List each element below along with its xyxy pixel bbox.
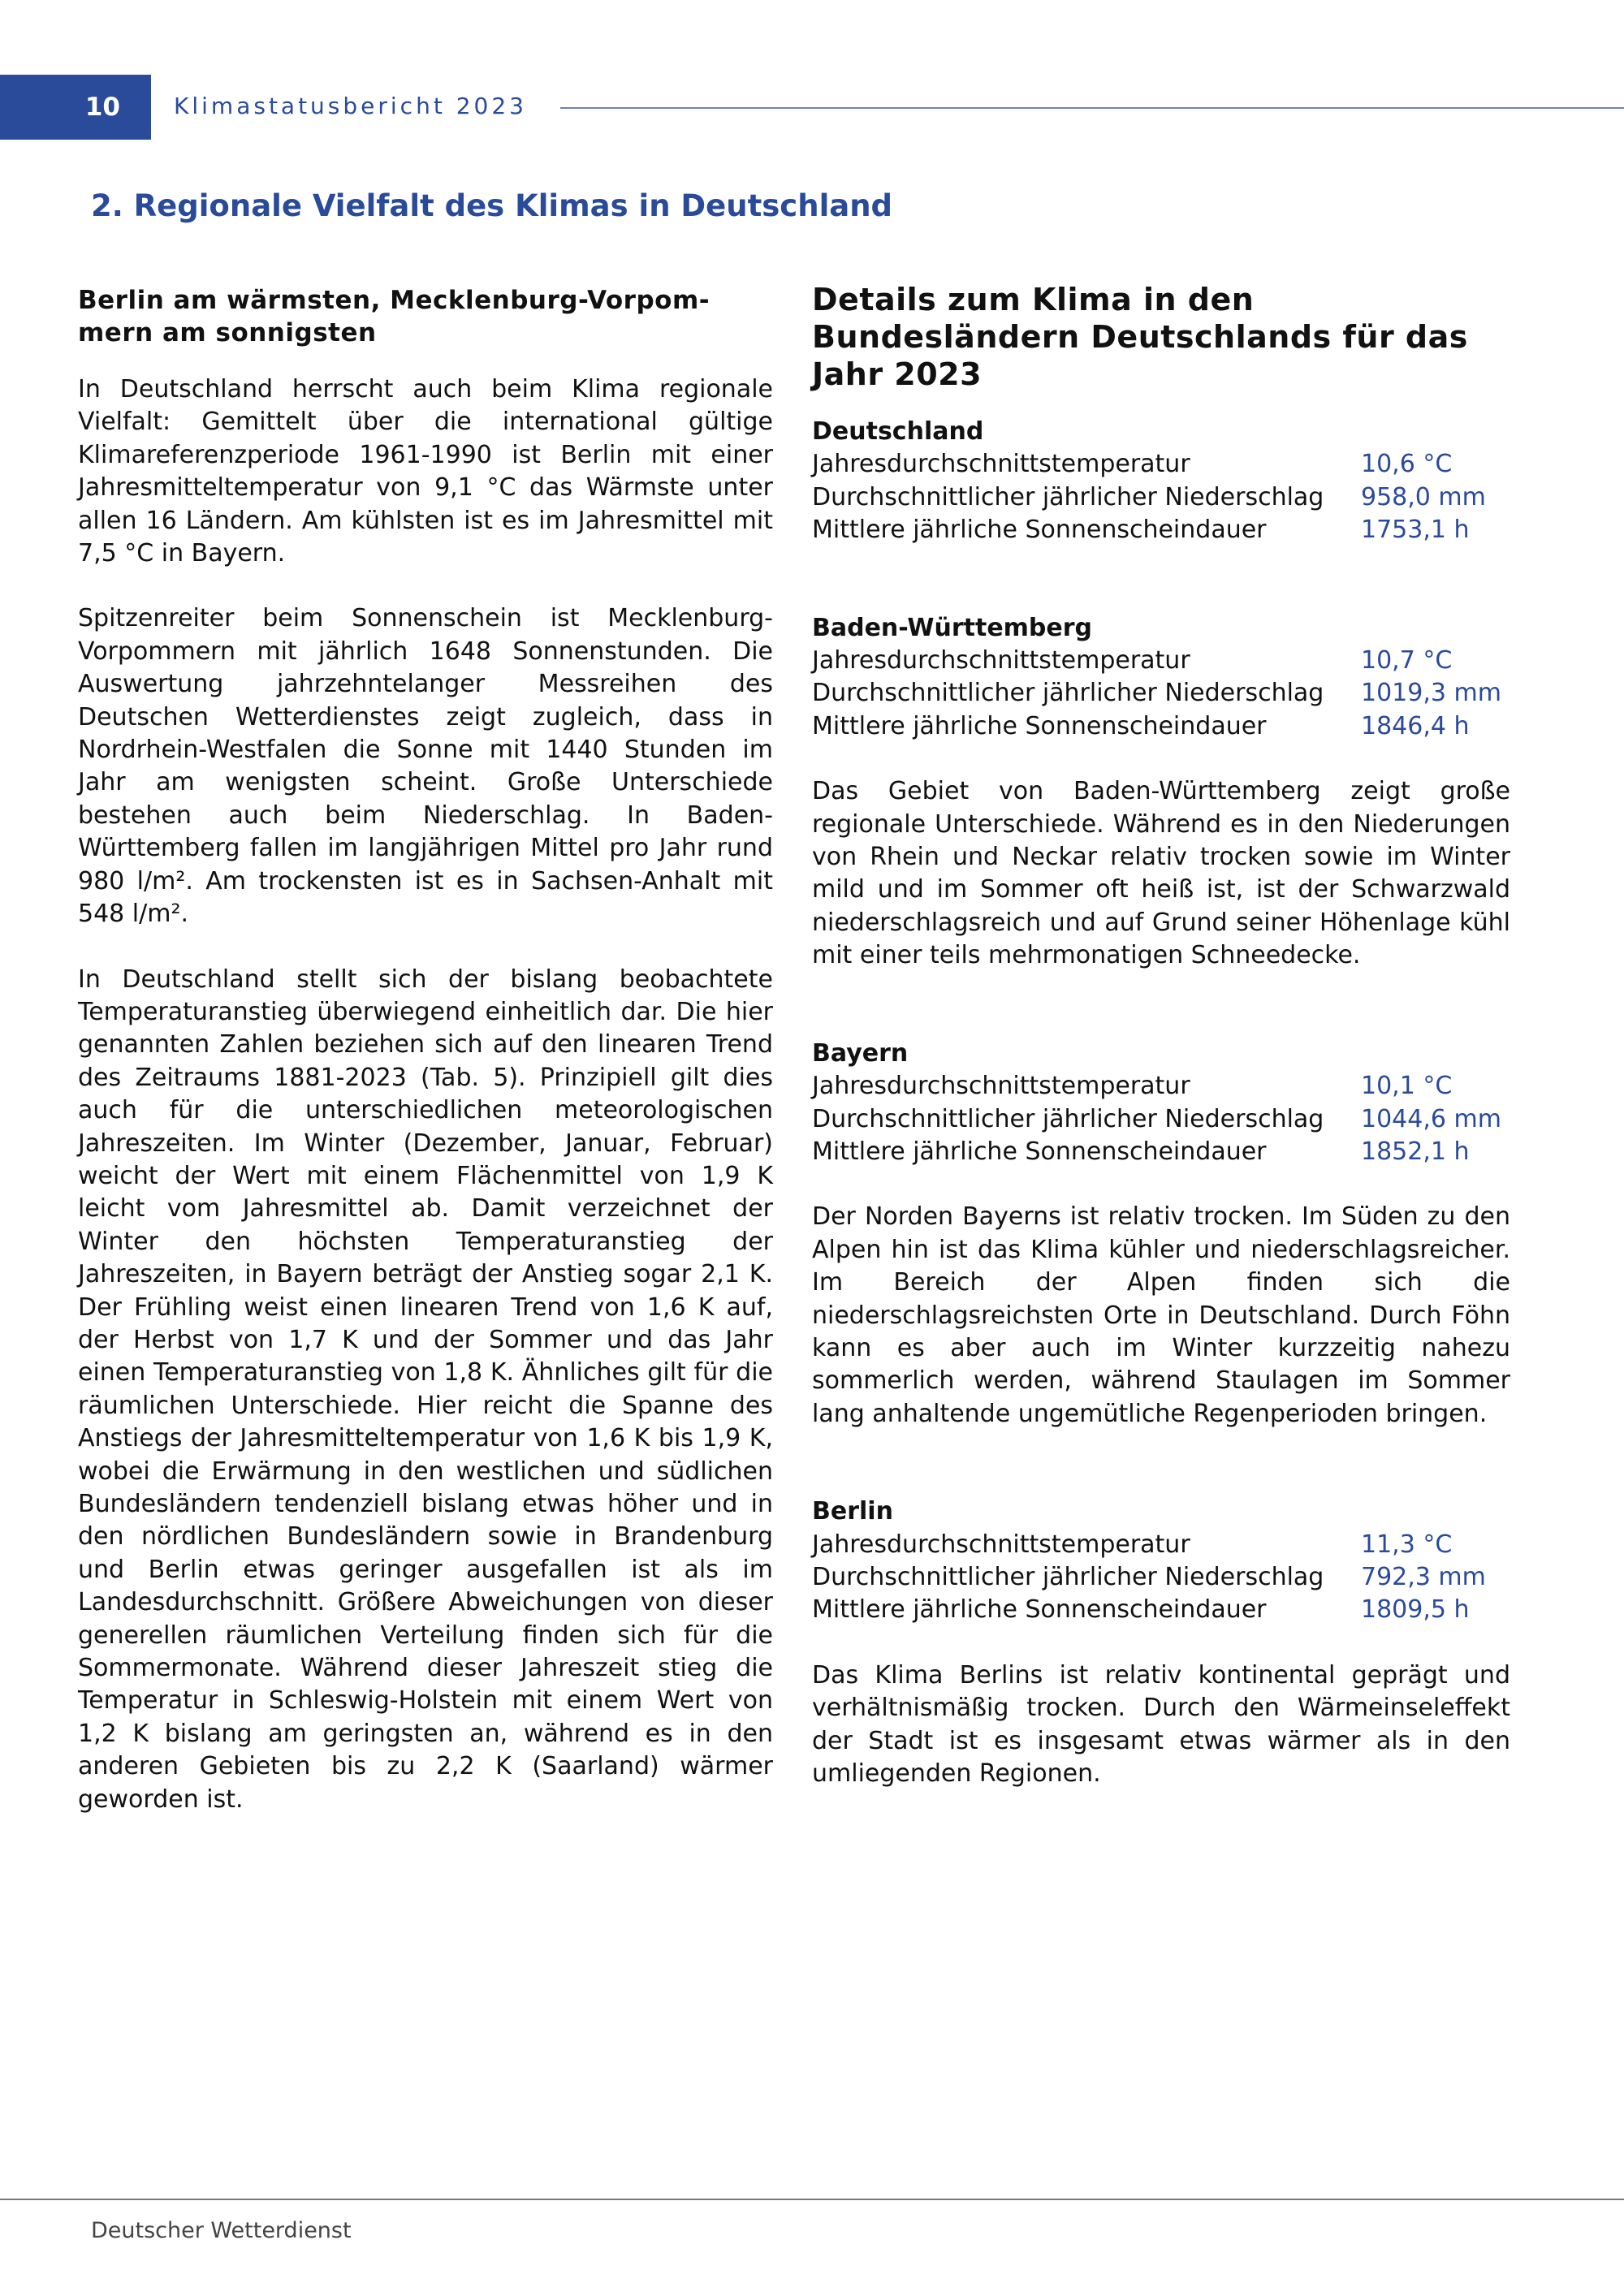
stat-value: 10,1 °C bbox=[1361, 1072, 1453, 1101]
stat-value: 958,0 mm bbox=[1361, 482, 1486, 511]
stat-label: Mittlere jährliche Sonnenscheindauer bbox=[812, 711, 1267, 740]
stat-row-sunshine bbox=[812, 710, 1510, 743]
stat-value: 792,3 mm bbox=[1361, 1562, 1486, 1591]
stat-value: 11,3 °C bbox=[1361, 1530, 1453, 1559]
left-column bbox=[78, 284, 773, 1849]
stat-label: Mittlere jährliche Sonnenscheindauer bbox=[812, 1595, 1267, 1625]
stat-label: Mittlere jährliche Sonnenscheindauer bbox=[812, 1137, 1267, 1166]
stat-label: Durchschnittlicher jährlicher Niederschlag bbox=[812, 1562, 1324, 1591]
right-heading: Details zum Klima in den Bundesländern Deutschlands für das Jahr 2023 bbox=[812, 282, 1468, 392]
stat-value: 1852,1 h bbox=[1361, 1137, 1470, 1166]
page-number: 10 bbox=[0, 75, 151, 140]
stat-value: 1809,5 h bbox=[1361, 1595, 1470, 1625]
section-title: 2. Regionale Vielfalt des Klimas in Deutschland bbox=[91, 188, 893, 223]
stat-row-precipitation bbox=[812, 1561, 1510, 1594]
stat-value: 1044,6 mm bbox=[1361, 1104, 1501, 1133]
paragraph-regional-diversity: In Deutschland herrscht auch beim Klima regionale Vielfalt: Gemittelt über die international gültige Klimareferenzperiode 1961-1990 ist Berlin mit einer Jahresmitteltemperatur von 9,1 °C das Wärmste unter allen 16 Ländern. Am kühlsten ist es im Jahresmittel mit 7,5 °C in Bayern. bbox=[78, 375, 773, 568]
stat-label: Durchschnittlicher jährlicher Niederschlag bbox=[812, 1104, 1324, 1133]
stat-row-precipitation bbox=[812, 481, 1510, 514]
stat-label: Jahresdurchschnittstemperatur bbox=[812, 450, 1190, 479]
stat-row-sunshine bbox=[812, 514, 1510, 546]
stat-row-precipitation bbox=[812, 1103, 1510, 1136]
stat-label: Jahresdurchschnittstemperatur bbox=[812, 646, 1190, 675]
left-heading: Berlin am wärmsten, Mecklenburg-Vorpom-mern am sonnigsten bbox=[78, 286, 710, 347]
region-name: Deutschland bbox=[812, 417, 984, 446]
paragraph-sunshine-precipitation: Spitzenreiter beim Sonnenschein ist Mecklenburg-Vorpommern mit jährlich 1648 Sonnenstunden. Die Auswertung jahrzehntelanger Messreihen des Deutschen Wetterdienstes zeigt zugleich, dass in Nordrhein-Westfalen die Sonne mit 1440 Stunden im Jahr am wenigsten scheint. Große Unterschiede bestehen auch beim Niederschlag. In Baden-Württemberg fallen im langjährigen Mittel pro Jahr rund 980 l/m². Am trockensten ist es in Sachsen-Anhalt mit 548 l/m². bbox=[78, 604, 773, 929]
stat-label: Jahresdurchschnittstemperatur bbox=[812, 1530, 1190, 1559]
stat-row-temperature bbox=[812, 448, 1510, 481]
right-column bbox=[812, 281, 1510, 1790]
stat-row-temperature bbox=[812, 1529, 1510, 1561]
stat-value: 10,7 °C bbox=[1361, 646, 1453, 675]
footer-publisher: Deutscher Wetterdienst bbox=[91, 2218, 352, 2243]
region-berlin bbox=[812, 1495, 1510, 1790]
stat-label: Jahresdurchschnittstemperatur bbox=[812, 1072, 1190, 1101]
stat-value: 1019,3 mm bbox=[1361, 679, 1501, 708]
region-description: Der Norden Bayerns ist relativ trocken. Im Süden zu den Alpen hin ist das Klima kühler und niederschlagsreicher. Im Bereich der Alpen finden sich die niederschlagsreichsten Orte in Deutschland. Durch Föhn kann es aber auch im Winter kurzzeitig nahezu sommerlich werden, während Staulagen im Sommer lang anhaltende ungemütliche Regenperioden bringen. bbox=[812, 1202, 1510, 1428]
region-name: Berlin bbox=[812, 1497, 893, 1526]
stat-row-temperature bbox=[812, 645, 1510, 677]
region-description: Das Gebiet von Baden-Württemberg zeigt große regionale Unterschiede. Während es in den Niederungen von Rhein und Neckar relativ trocken sowie im Winter mild und im Sommer oft heiß ist, ist der Schwarzwald niederschlagsreich und auf Grund seiner Höhenlage kühl mit einer teils mehrmonatigen Schneedecke. bbox=[812, 777, 1510, 970]
stat-value: 10,6 °C bbox=[1361, 450, 1453, 479]
region-bayern bbox=[812, 1038, 1510, 1431]
region-deutschland bbox=[812, 416, 1510, 547]
region-name: Baden-Württemberg bbox=[812, 613, 1093, 642]
stat-row-precipitation bbox=[812, 677, 1510, 710]
region-description: Das Klima Berlins ist relativ kontinental geprägt und verhältnismäßig trocken. Durch den Wärmeinseleffekt der Stadt ist es insgesamt etwas wärmer als in den umliegenden Regionen. bbox=[812, 1660, 1510, 1788]
header-rule bbox=[560, 107, 1624, 109]
footer-rule bbox=[0, 2199, 1624, 2200]
region-name: Bayern bbox=[812, 1038, 909, 1068]
stat-label: Durchschnittlicher jährlicher Niederschlag bbox=[812, 482, 1324, 511]
stat-label: Mittlere jährliche Sonnenscheindauer bbox=[812, 516, 1267, 545]
stat-value: 1753,1 h bbox=[1361, 516, 1470, 545]
running-title: Klimastatusbericht 2023 bbox=[174, 93, 527, 119]
region-baden-wuerttemberg bbox=[812, 612, 1510, 973]
paragraph-temperature-trend: In Deutschland stellt sich der bislang beobachtete Temperaturanstieg überwiegend einheitlich dar. Die hier genannten Zahlen beziehen sich auf den linearen Trend des Zeitraums 1881-2023 (Tab. 5). Prinzipiell gilt dies auch für die unterschiedlichen meteorologischen Jahreszeiten. Im Winter (Dezember, Januar, Februar) weicht der Wert mit einem Flächenmittel von 1,9 K leicht vom Jahresmittel ab. Damit verzeichnet der Winter den höchsten Temperaturanstieg der Jahreszeiten, in Bayern beträgt der Anstieg sogar 2,1 K. Der Frühling weist einen linearen Trend von 1,6 K auf, der Herbst von 1,7 K und der Sommer und das Jahr einen Temperaturanstieg von 1,8 K. Ähnliches gilt für die räumlichen Unterschiede. Hier reicht die Spanne des Anstiegs der Jahresmitteltemperatur von 1,6 K bis 1,9 K, wobei die Erwärmung in den westlichen und südlichen Bundesländern tendenziell bislang etwas höher und in den nördlichen Bundesländern sowie in Brandenburg und Berlin etwas geringer ausgefallen ist als im Landesdurchschnitt. Größere Abweichungen von dieser generellen räumlichen Verteilung finden sich für die Sommermonate. Während dieser Jahreszeit stieg die Temperatur in Schleswig-Holstein mit einem Wert von 1,2 K bislang am geringsten an, während es in den anderen Gebieten bis zu 2,2 K (Saarland) wärmer geworden ist. bbox=[78, 965, 773, 1814]
stat-row-sunshine bbox=[812, 1136, 1510, 1168]
stat-value: 1846,4 h bbox=[1361, 711, 1470, 740]
stat-label: Durchschnittlicher jährlicher Niederschlag bbox=[812, 679, 1324, 708]
stat-row-temperature bbox=[812, 1070, 1510, 1103]
stat-row-sunshine bbox=[812, 1594, 1510, 1626]
